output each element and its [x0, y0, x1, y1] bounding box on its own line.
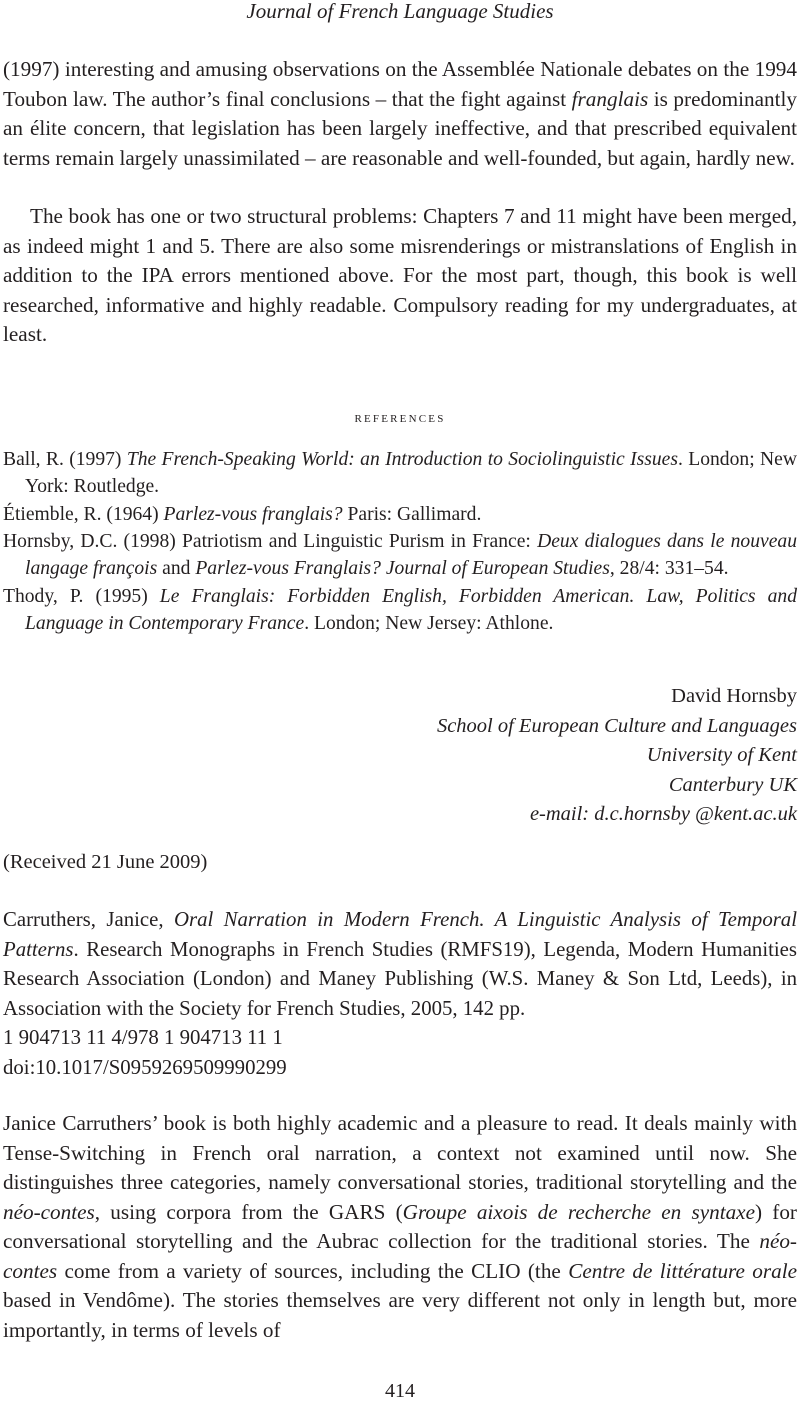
book-details: . Research Monographs in French Studies (RMFS19), Legenda, Modern Humanities Research Association (London) and Maney Publishing (W.S. Maney & Son Ltd, Leeds), in Association with the Society for French Studies, 2005, 142 pp. [3, 937, 797, 1020]
reviewer-email: e-mail: d.c.hornsby @kent.ac.uk [529, 803, 797, 825]
ref3-author: Hornsby, D.C. (1998) Patriotism and Linguistic Purism in France: [3, 531, 538, 553]
italic-clio: Centre de littérature orale [568, 1258, 798, 1283]
references-list [3, 447, 797, 638]
ref4-author: Thody, P. (1995) [3, 585, 160, 607]
italic-neo-contes: néo-contes [3, 1199, 95, 1224]
received-date: (Received 21 June 2009) [3, 851, 208, 873]
ref4-title: Le Franglais: Forbidden English, Forbidden American. Law, Politics and Language in Contemporary France [25, 585, 797, 634]
ref4-rest: . London; New Jersey: Athlone. [304, 612, 554, 634]
reference-etiemble [3, 502, 797, 529]
para1-italic-franglais: franglais [571, 86, 649, 111]
ref1-author: Ball, R. (1997) [3, 449, 127, 470]
running-header: Journal of French Language Studies [246, 0, 554, 23]
ref1-rest: . London; New York: Routledge. [25, 449, 797, 497]
page-number: 414 [385, 1380, 415, 1402]
ref2-rest: Paris: Gallimard. [342, 503, 482, 525]
review-paragraph-1 [3, 55, 797, 173]
reviewer-university: University of Kent [646, 744, 797, 766]
reviewer-city: Canterbury UK [668, 773, 797, 796]
reference-ball [3, 447, 797, 501]
review-paragraph-2: The book has one or two structural problems: Chapters 7 and 11 might have been merged, as indeed might 1 and 5. There are also some misrenderings or mistranslations of English in addition to the IPA errors mentioned above. For the most part, though, this book is well researched, informative and highly readable. Compulsory reading for my undergraduates, at least. [3, 204, 797, 346]
reference-hornsby [3, 529, 797, 583]
para1-text-b: is predominantly an élite concern, that legislation has been largely ineffective, and that prescribed equivalent terms remain largely unassimilated – are reasonable and well-founded, but again, hardly new. [3, 86, 797, 170]
references-heading: references [354, 410, 446, 426]
reference-thody [3, 584, 797, 638]
italic-neo-contes-2: néo-contes [3, 1229, 797, 1283]
italic-gars: Groupe aixois de recherche en syntaxe [402, 1199, 755, 1224]
book-title: Oral Narration in Modern French. A Linguistic Analysis of Temporal Patterns [3, 908, 797, 961]
ref3-rest: , 28/4: 331–54. [609, 558, 729, 580]
book-citation [3, 905, 797, 1082]
review-2-paragraph: Janice Carruthers’ book is both highly academic and a pleasure to read. It deals mainly with Tense-Switching in French oral narration, a context not examined until now. She distinguishes three categories, namely conversational stories, traditional storytelling and the néo-contes, using corpora from the GARS (Groupe aixois de recherche en syntaxe) for conversational storytelling and the Aubrac collection for the traditional stories. The néo-contes come from a variety of sources, including the CLIO (the Centre de littérature orale based in Vendôme). The stories themselves are very different not only in length but, more importantly, in terms of levels of [3, 1111, 798, 1342]
ref3-title2: Parlez-vous Franglais? Journal of European Studies [195, 558, 610, 580]
para1-text-a: (1997) interesting and amusing observations on the Assemblée Nationale debates on the 1994 Toubon law. The author’s final conclusions – that the fight against [3, 57, 797, 111]
ref2-title: Parlez-vous franglais? [163, 503, 343, 525]
book-isbn: 1 904713 11 4/978 1 904713 11 1 [3, 1026, 283, 1049]
book-author: Carruthers, Janice, [3, 908, 174, 931]
ref3-title1: Deux dialogues dans le nouveau langage françois [25, 531, 797, 580]
book-doi: doi:10.1017/S0959269509990299 [3, 1055, 287, 1079]
ref2-author: Étiemble, R. (1964) [3, 503, 164, 525]
reviewer-signature [297, 682, 797, 830]
reviewer-name: David Hornsby [671, 685, 797, 707]
ref1-title: The French-Speaking World: an Introduction to Sociolinguistic Issues [126, 449, 678, 470]
reviewer-school: School of European Culture and Languages [436, 714, 797, 737]
ref3-and: and [157, 558, 196, 580]
